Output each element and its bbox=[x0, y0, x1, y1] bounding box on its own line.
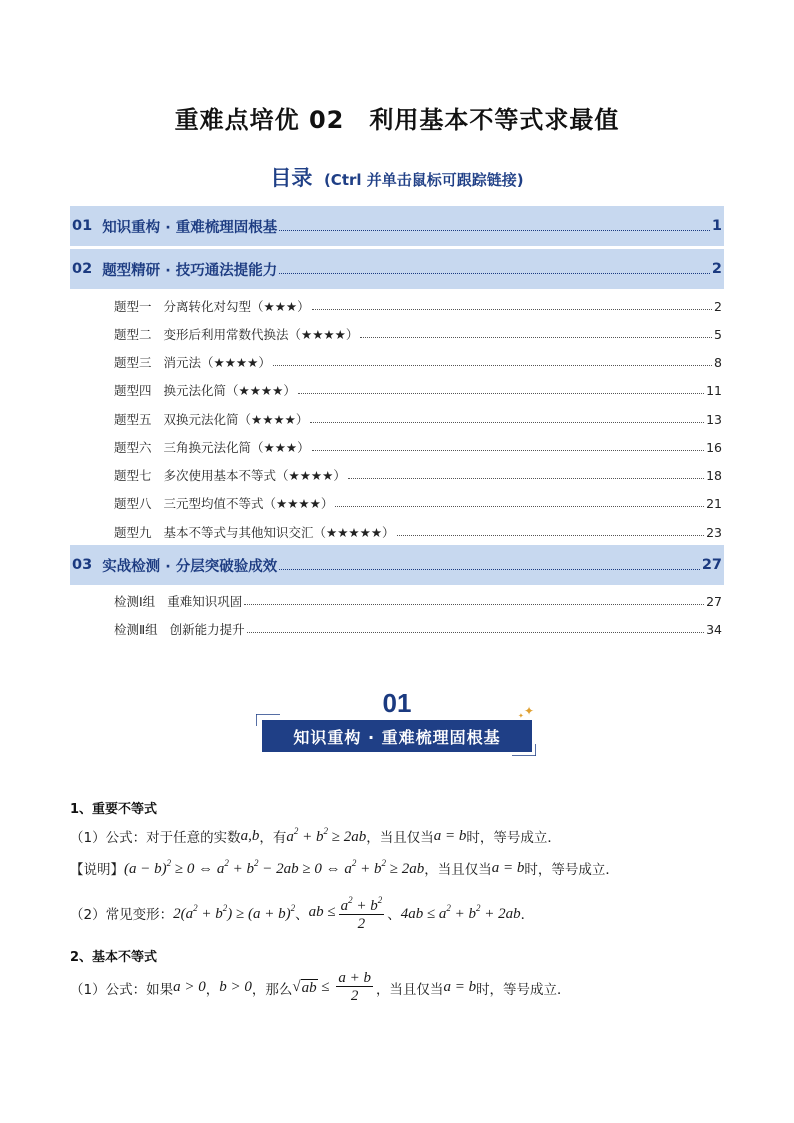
note-tag: 【说明】 bbox=[70, 862, 124, 878]
formula-line-variants bbox=[70, 892, 534, 933]
toc-type-5[interactable] bbox=[114, 409, 722, 429]
toc-leader bbox=[360, 337, 712, 338]
toc-test-page: 27 bbox=[706, 593, 722, 609]
math-leq: ≤ bbox=[317, 979, 334, 995]
toc-type-9[interactable] bbox=[114, 522, 722, 542]
section-banner: 知识重构 · 重难梳理固根基 bbox=[262, 720, 532, 752]
math-variant-3: $4ab \le a^2 + b^2 + 2ab$ bbox=[400, 902, 521, 922]
toc-entry-label: 知识重构 · 重难梳理固根基 bbox=[102, 219, 278, 236]
toc-type-page: 23 bbox=[706, 524, 722, 540]
toc-leader bbox=[335, 506, 704, 507]
math-a-positive: a > 0 bbox=[173, 979, 206, 995]
toc-leader bbox=[244, 604, 704, 605]
math-variant-2: ab ≤ bbox=[308, 904, 336, 920]
toc-leader bbox=[312, 309, 712, 310]
toc-type-text: 消元法（★★★★） bbox=[163, 355, 271, 370]
math-comma: , bbox=[248, 827, 252, 844]
text-segment: 时，等号成立． bbox=[476, 981, 571, 998]
math-fraction: $\frac{a^2 + b^2}{2}$ bbox=[339, 892, 385, 933]
toc-test-page: 34 bbox=[706, 621, 722, 637]
toc-leader bbox=[279, 569, 700, 570]
toc-hint: (Ctrl 并单击鼠标可跟踪链接) bbox=[323, 171, 524, 189]
text-segment: ． bbox=[520, 906, 535, 923]
toc-type-text: 基本不等式与其他知识交汇（★★★★★） bbox=[163, 525, 395, 540]
toc-type-label: 题型四 bbox=[114, 383, 152, 398]
section-number: 01 bbox=[382, 688, 412, 718]
toc-type-3[interactable] bbox=[114, 352, 722, 372]
toc-type-7[interactable] bbox=[114, 465, 722, 485]
document-title: 重难点培优 02 利用基本不等式求最值 bbox=[174, 106, 620, 134]
math-equality-condition: a = b bbox=[491, 859, 525, 876]
toc-leader bbox=[310, 422, 704, 423]
text-segment: 时，等号成立． bbox=[524, 862, 619, 878]
text-segment: （1）公式：如果 bbox=[70, 981, 174, 998]
toc-type-page: 5 bbox=[714, 326, 722, 342]
toc-type-text: 换元法化简（★★★★） bbox=[163, 383, 296, 398]
toc-entry-label: 实战检测 · 分层突破验成效 bbox=[102, 558, 278, 575]
toc-type-label: 题型二 bbox=[114, 327, 152, 342]
toc-leader bbox=[279, 273, 710, 274]
toc-type-text: 分离转化对勾型（★★★） bbox=[163, 299, 310, 314]
toc-test-text: 重难知识巩固 bbox=[167, 594, 243, 609]
toc-type-text: 双换元法化简（★★★★） bbox=[163, 412, 309, 427]
toc-leader bbox=[312, 450, 704, 451]
toc-type-page: 2 bbox=[714, 298, 722, 314]
toc-entry-02[interactable] bbox=[70, 249, 724, 289]
text-segment: ，当且仅当 bbox=[375, 981, 444, 998]
text-segment: ， bbox=[205, 981, 220, 998]
toc-test-text: 创新能力提升 bbox=[169, 622, 245, 637]
toc-test-label: 检测Ⅱ组 bbox=[114, 622, 158, 637]
math-b-positive: b > 0 bbox=[219, 979, 252, 995]
text-segment: ，当且仅当 bbox=[424, 862, 492, 878]
toc-type-text: 多次使用基本不等式（★★★★） bbox=[163, 468, 346, 483]
toc-leader bbox=[298, 393, 704, 394]
toc-type-page: 11 bbox=[706, 382, 722, 398]
toc-type-label: 题型九 bbox=[114, 525, 152, 540]
toc-test-label: 检测Ⅰ组 bbox=[114, 594, 156, 609]
toc-type-label: 题型五 bbox=[114, 412, 152, 427]
toc-type-text: 变形后利用常数代换法（★★★★） bbox=[163, 327, 359, 342]
toc-type-text: 三角换元法化简（★★★） bbox=[163, 440, 310, 455]
text-segment: 、 bbox=[295, 906, 309, 923]
toc-type-1[interactable] bbox=[114, 296, 722, 316]
toc-entry-num: 03 bbox=[72, 557, 93, 573]
toc-leader bbox=[348, 478, 704, 479]
heading-important-inequality: 1、重要不等式 bbox=[70, 802, 158, 817]
toc-entry-page: 1 bbox=[711, 218, 722, 234]
formula-line-basic bbox=[70, 970, 571, 1005]
sparkle-small-icon: ✦ bbox=[518, 712, 524, 720]
toc-test-1[interactable] bbox=[114, 591, 722, 611]
math-inequality-1: $a^2 + b^2 \ge 2ab$ bbox=[286, 826, 367, 845]
toc-leader bbox=[279, 230, 710, 231]
text-segment: ，有 bbox=[259, 830, 287, 846]
toc-type-page: 13 bbox=[706, 411, 722, 427]
math-sqrt-ab: √ ab bbox=[292, 979, 317, 996]
text-segment: ，那么 bbox=[251, 981, 293, 998]
toc-test-2[interactable] bbox=[114, 619, 722, 639]
toc-type-label: 题型六 bbox=[114, 440, 152, 455]
heading-basic-inequality: 2、基本不等式 bbox=[70, 950, 158, 965]
toc-type-page: 16 bbox=[706, 439, 722, 455]
toc-type-6[interactable] bbox=[114, 437, 722, 457]
math-equality-condition: a = b bbox=[443, 979, 477, 995]
toc-type-label: 题型八 bbox=[114, 496, 152, 511]
toc-entry-page: 2 bbox=[711, 261, 722, 277]
toc-type-page: 18 bbox=[706, 467, 722, 483]
toc-leader bbox=[273, 365, 712, 366]
toc-type-4[interactable] bbox=[114, 380, 722, 400]
text-segment: （1）公式：对于任意的实数 bbox=[70, 830, 241, 846]
toc-entry-num: 01 bbox=[72, 218, 93, 234]
toc-entry-page: 27 bbox=[701, 557, 722, 573]
text-segment: 时，等号成立． bbox=[466, 830, 561, 846]
toc-entry-03[interactable] bbox=[70, 545, 724, 585]
toc-type-8[interactable] bbox=[114, 493, 722, 513]
toc-type-label: 题型三 bbox=[114, 355, 152, 370]
toc-entry-01[interactable] bbox=[70, 206, 724, 246]
toc-type-label: 题型一 bbox=[114, 299, 152, 314]
math-equality-condition: a = b bbox=[433, 827, 467, 844]
text-segment: 、 bbox=[387, 906, 401, 923]
text-segment: ，当且仅当 bbox=[366, 830, 434, 846]
toc-leader bbox=[397, 535, 705, 536]
toc-type-page: 21 bbox=[706, 495, 722, 511]
math-ab: a bbox=[240, 827, 249, 844]
toc-entry-num: 02 bbox=[72, 261, 93, 277]
toc-entry-label: 题型精研 · 技巧通法提能力 bbox=[102, 262, 278, 279]
text-segment: （2）常见变形： bbox=[70, 906, 174, 923]
toc-type-text: 三元型均值不等式（★★★★） bbox=[163, 496, 334, 511]
toc-type-2[interactable] bbox=[114, 324, 722, 344]
toc-type-label: 题型七 bbox=[114, 468, 152, 483]
toc-heading bbox=[0, 162, 794, 192]
note-line bbox=[70, 858, 619, 878]
math-variant-1: $2(a^2 + b^2) \ge (a + b)^2$ bbox=[173, 902, 296, 922]
toc-leader bbox=[247, 632, 704, 633]
math-fraction: $\frac{a + b}{2}$ bbox=[338, 970, 371, 1004]
math-b: b bbox=[251, 827, 260, 844]
math-note-chain: $(a - b)^2 \ge 0$ ⇔ $a^2 + b^2 - 2ab \ge 0$ ⇔ $a^2 + b^2 \ge 2ab$ bbox=[124, 858, 425, 877]
toc-type-page: 8 bbox=[714, 354, 722, 370]
toc-heading-text: 目录 bbox=[270, 166, 313, 190]
formula-line-1 bbox=[70, 826, 561, 846]
sparkle-icon: ✦ bbox=[524, 704, 535, 718]
